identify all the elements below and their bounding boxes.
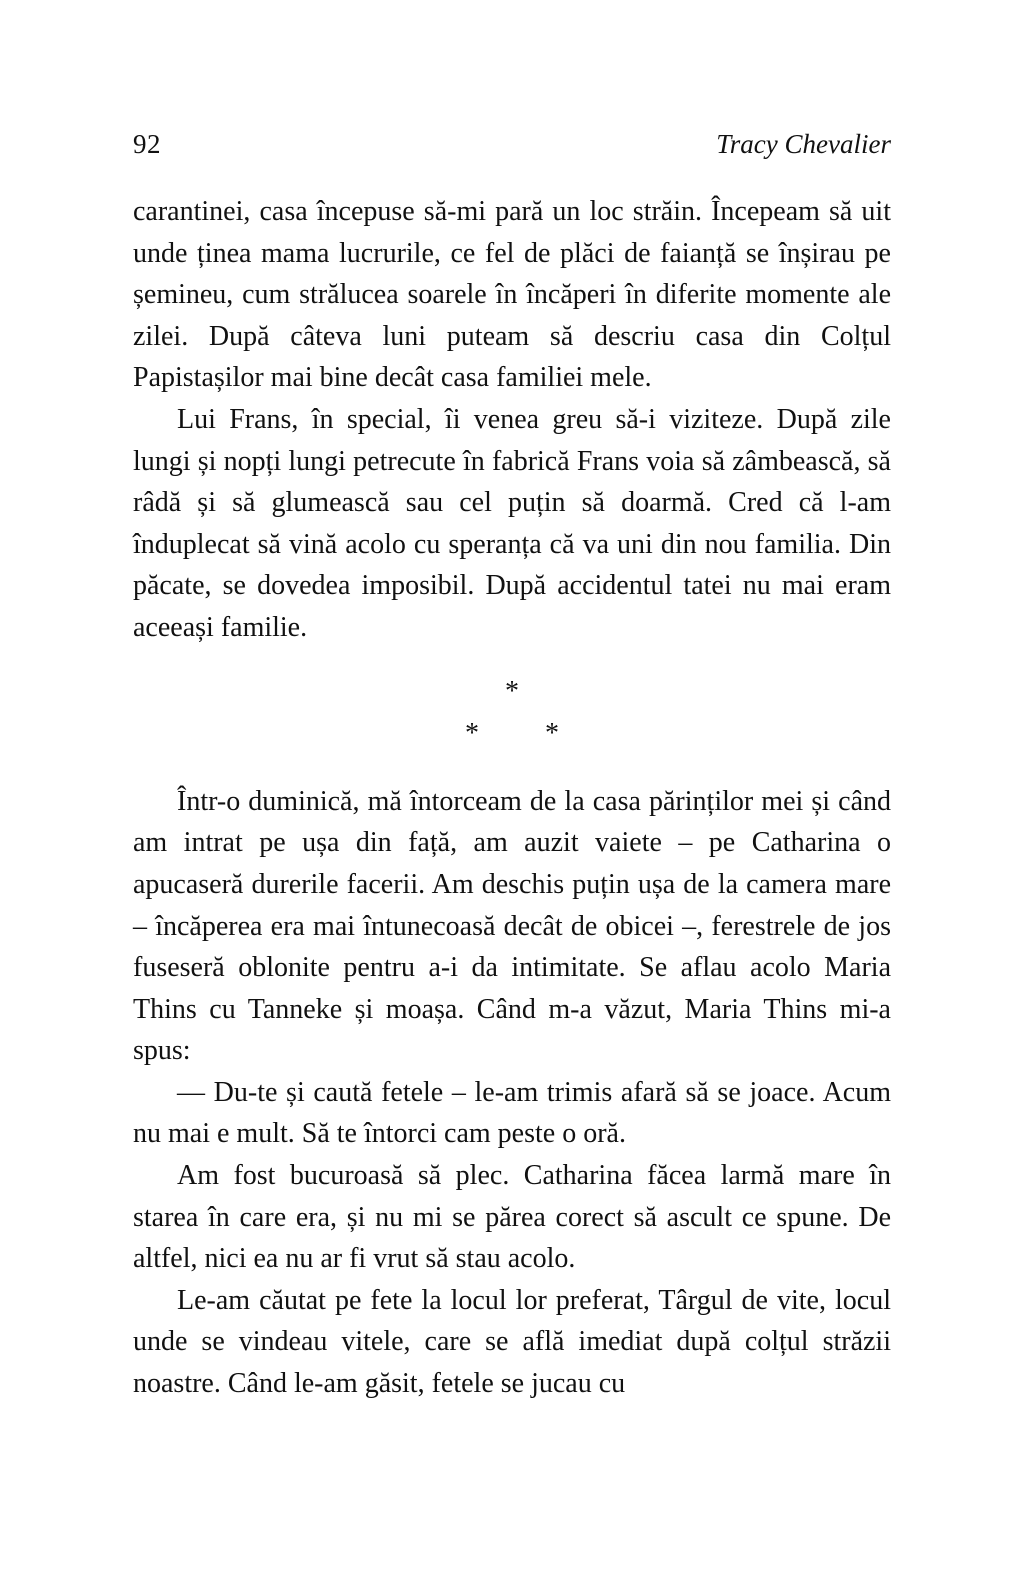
paragraph: carantinei, casa începuse să-mi pară un loc străin. Începeam să uit unde ținea mama lucrurile, ce fel de plăci de faianță se înșirau pe șemineu, cum strălucea soarele în încăperi în diferite momente ale zilei. După câteva luni puteam să descriu casa din Colțul Papistașilor mai bine decât casa familiei mele. bbox=[133, 196, 891, 394]
paragraph: Lui Frans, în special, îi venea greu să-i viziteze. După zile lungi și nopți lungi petrecute în fabrică Frans voia să zâmbească, să râdă și să glumească sau cel puțin să doarmă. Cred că l-am înduplecat să vină acolo cu speranța că va uni din nou familia. Din păcate, se dovedea imposibil. După accidentul tatei nu mai eram aceeași familie. bbox=[133, 403, 891, 643]
running-header-author: Tracy Chevalier bbox=[716, 129, 891, 159]
section-break-star-top bbox=[133, 671, 891, 713]
body-text bbox=[133, 191, 891, 1405]
paragraph: — Du-te și caută fetele – le-am trimis afară să se joace. Acum nu mai e mult. Să te întorci cam peste o oră. bbox=[133, 1076, 891, 1150]
asterisk-icon: * bbox=[505, 675, 519, 707]
paragraph: Într-o duminică, mă întorceam de la casa părinților mei și când am intrat pe ușa din față, am auzit vaiete – pe Catharina o apucaseră durerile facerii. Am deschis puțin ușa de la camera mare – încăperea era mai întunecoasă decât de obicei –, ferestrele de jos fuseseră oblonite pentru a-i da intimitate. Se aflau acolo Maria Thins cu Tanneke și moașa. Când m-a văzut, Maria Thins mi-a spus: bbox=[133, 785, 891, 1067]
section-break bbox=[133, 649, 891, 781]
page-number: 92 bbox=[133, 129, 161, 159]
asterisk-icon: * bbox=[465, 718, 479, 750]
asterisk-icon: * bbox=[545, 718, 559, 750]
page-header bbox=[133, 128, 891, 160]
section-break-star-row bbox=[133, 713, 891, 755]
paragraph: Am fost bucuroasă să plec. Catharina făcea larmă mare în starea în care era, și nu mi se părea corect să ascult ce spune. De altfel, nici ea nu ar fi vrut să stau acolo. bbox=[133, 1160, 891, 1275]
paragraph: Le-am căutat pe fete la locul lor preferat, Târgul de vite, locul unde se vindeau vitele, care se află imediat după colțul străzii noastre. Când le-am găsit, fetele se jucau cu bbox=[133, 1284, 891, 1400]
